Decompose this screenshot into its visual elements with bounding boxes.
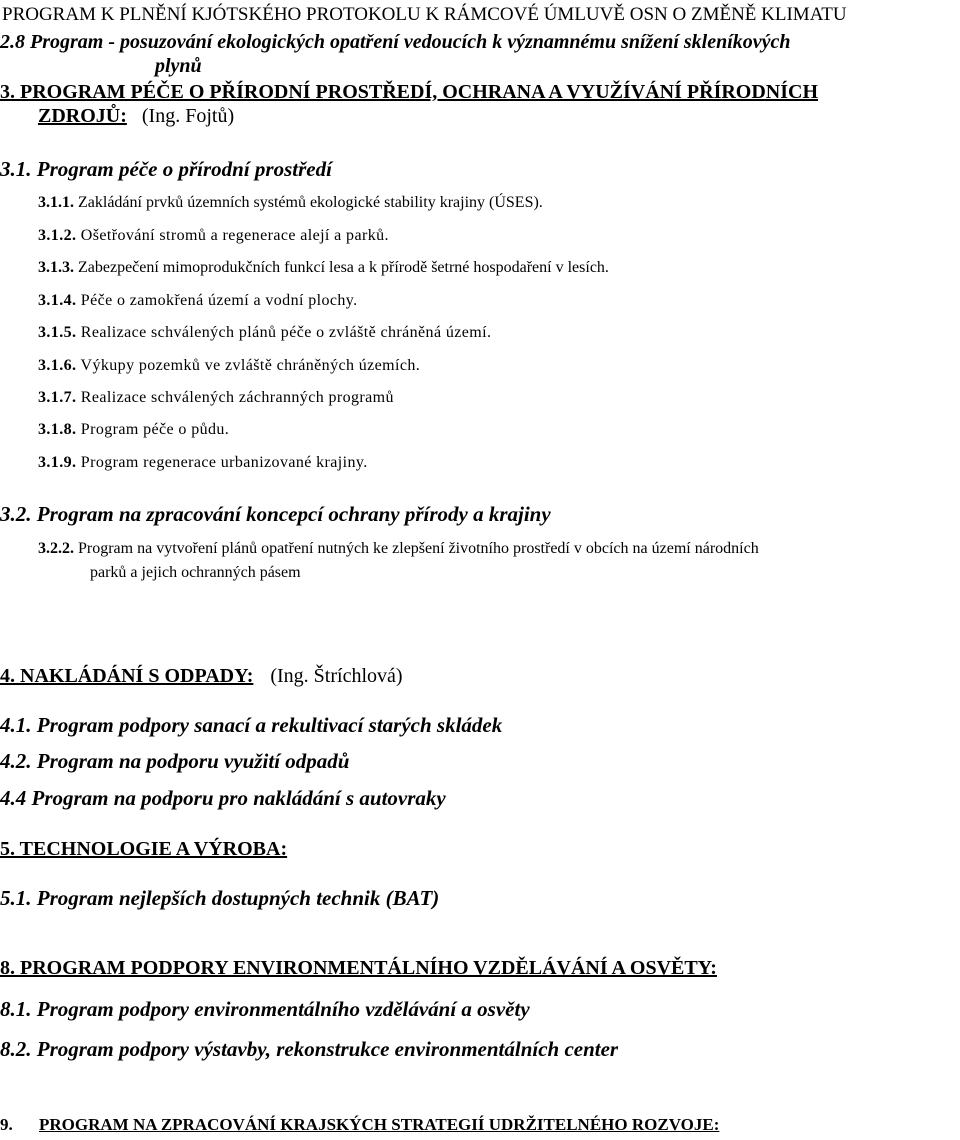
section-4-4-title: 4.4 Program na podporu pro nakládání s autovraky	[0, 786, 446, 810]
section-9-heading	[0, 1115, 719, 1135]
list-item-3-2-2-line1	[38, 540, 759, 558]
list-item-text: Péče o zamokřená území a vodní plochy.	[76, 292, 358, 309]
list-item-3-1-8	[38, 421, 229, 439]
section-8-2-title: 8.2. Program podpory výstavby, rekonstrukce environmentálních center	[0, 1037, 619, 1061]
list-item-3-1-6	[38, 357, 420, 375]
section-8-title: 8. PROGRAM PODPORY ENVIRONMENTÁLNÍHO VZDĚLÁVÁNÍ A OSVĚTY:	[0, 957, 717, 979]
section-4-owner: (Ing. Štríchlová)	[270, 665, 403, 687]
list-item-3-1-1	[38, 194, 543, 212]
section-9-number: 9.	[0, 1115, 13, 1134]
list-item-number: 3.1.5.	[38, 324, 77, 341]
section-3-title-line1: 3. PROGRAM PÉČE O PŘÍRODNÍ PROSTŘEDÍ, OCHRANA A VYUŽÍVÁNÍ PŘÍRODNÍCH	[0, 81, 819, 103]
list-item-number: 3.1.2.	[38, 227, 77, 244]
section-4-1-title: 4.1. Program podpory sanací a rekultivací starých skládek	[0, 713, 503, 737]
list-item-number: 3.1.3.	[38, 259, 74, 276]
section-5-title: 5. TECHNOLOGIE A VÝROBA:	[0, 838, 288, 860]
list-item-3-1-2	[38, 227, 389, 245]
section-3-1-title: 3.1. Program péče o přírodní prostředí	[0, 157, 332, 181]
section-3-title-line2: ZDROJŮ:	[38, 105, 127, 127]
list-item-3-1-7	[38, 389, 394, 407]
document-header-title: PROGRAM K PLNĚNÍ KJÓTSKÉHO PROTOKOLU K RÁMCOVÉ ÚMLUVĚ OSN O ZMĚNĚ KLIMATU	[2, 4, 847, 25]
section-2-8-title-line2: plynů	[155, 55, 202, 77]
list-item-text: Zakládání prvků územních systémů ekologické stability krajiny (ÚSES).	[74, 194, 543, 211]
section-5-heading	[0, 838, 287, 861]
list-item-text: Výkupy pozemků ve zvláště chráněných územích.	[76, 357, 421, 374]
section-3-heading-line2	[38, 105, 234, 128]
section-4-2-title: 4.2. Program na podporu využití odpadů	[0, 749, 350, 773]
list-item-3-1-3	[38, 259, 609, 277]
section-8-heading	[0, 957, 717, 980]
section-4-title: 4. NAKLÁDÁNÍ S ODPADY:	[0, 665, 254, 687]
list-item-number: 3.1.7.	[38, 389, 77, 406]
section-3-owner: (Ing. Fojtů)	[141, 105, 235, 127]
list-item-text: Realizace schválených záchranných programů	[76, 389, 394, 406]
list-item-text: Realizace schválených plánů péče o zvláště chráněná území.	[76, 324, 492, 341]
section-9-title: PROGRAM NA ZPRACOVÁNÍ KRAJSKÝCH STRATEGIÍ UDRŽITELNÉHO ROZVOJE:	[39, 1115, 720, 1134]
list-item-3-2-2-line2: parků a jejich ochranných pásem	[90, 564, 301, 581]
list-item-number: 3.1.9.	[38, 454, 77, 471]
section-3-2-title: 3.2. Program na zpracování koncepcí ochrany přírody a krajiny	[0, 502, 551, 526]
list-item-text: Zabezpečení mimoprodukčních funkcí lesa a k přírodě šetrné hospodaření v lesích.	[74, 259, 609, 276]
list-item-3-1-5	[38, 324, 491, 342]
section-5-1-title: 5.1. Program nejlepších dostupných technik (BAT)	[0, 886, 440, 910]
list-item-3-1-9	[38, 454, 368, 472]
section-2-8-title-line1: 2.8 Program - posuzování ekologických opatření vedoucích k významnému snížení skleníkových	[0, 31, 791, 53]
section-8-1-title: 8.1. Program podpory environmentálního vzdělávání a osvěty	[0, 997, 530, 1021]
list-item-text: Program regenerace urbanizované krajiny.	[76, 454, 368, 471]
list-item-number: 3.1.8.	[38, 421, 77, 438]
list-item-number: 3.1.1.	[38, 194, 74, 211]
section-3-heading-line1	[0, 81, 818, 104]
list-item-text: Program péče o půdu.	[76, 421, 230, 438]
list-item-number: 3.1.4.	[38, 292, 77, 309]
list-item-text: Ošetřování stromů a regenerace alejí a parků.	[76, 227, 389, 244]
list-item-text: Program na vytvoření plánů opatření nutných ke zlepšení životního prostředí v obcích na území národních	[74, 540, 759, 557]
section-4-heading	[0, 665, 403, 688]
list-item-number: 3.2.2.	[38, 540, 74, 557]
list-item-number: 3.1.6.	[38, 357, 77, 374]
list-item-3-1-4	[38, 292, 358, 310]
